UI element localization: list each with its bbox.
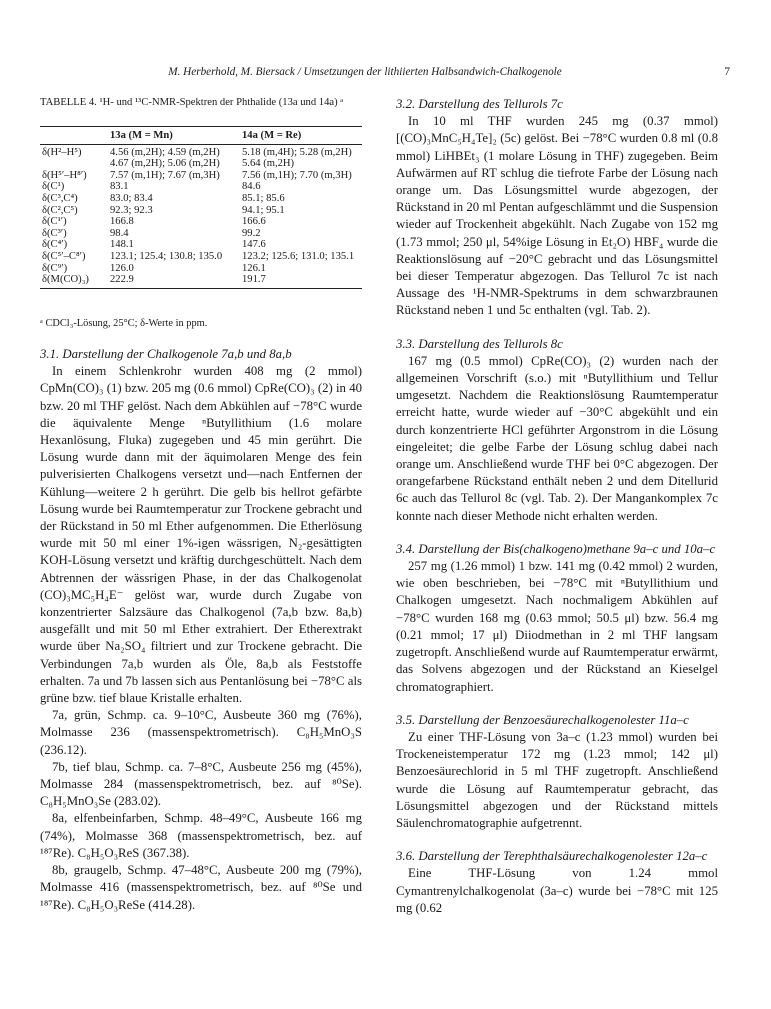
table-cell: 84.6 xyxy=(242,181,261,193)
table-header-cell: 14a (M = Re) xyxy=(242,130,302,141)
table-cell: 99.2 xyxy=(242,227,261,239)
table-cell: 85.1; 85.6 xyxy=(242,192,285,204)
table-row xyxy=(40,205,362,217)
table-cell: δ(H²–H⁵) xyxy=(42,146,82,158)
table-row xyxy=(40,193,362,205)
table-cell: δ(H⁵′–H⁸′) xyxy=(42,169,87,181)
page-number: 7 xyxy=(724,66,730,78)
nmr-table xyxy=(40,126,362,289)
paragraph: 7b, tief blau, Schmp. ca. 7–8°C, Ausbeute 256 mg (45%), Molmasse 284 (massenspektrometrisch, bez. auf ⁸⁰Se). C₈H₅MnO₃Se (283.02). xyxy=(40,759,362,809)
table-cell: δ(C¹) xyxy=(42,181,65,193)
table-caption: TABELLE 4. ¹H- und ¹³C-NMR-Spektren der Phthalide (13a und 14a) ᵃ xyxy=(40,97,344,108)
table-cell: δ(M(CO)₃) xyxy=(42,274,89,286)
paragraph: In 10 ml THF wurden 245 mg (0.37 mmol) [(CO)₃MnC₅H₄Te]₂ (5c) gelöst. Bei −78°C wurden 0.8 ml (0.8 mmol) LiHBEt₃ (1 molare Lösung in THF) zugegeben. Beim Aufwärmen auf RT schlug die tiefrote Farbe der Lösung nach orange um. Das Lösungsmittel wurde abgezogen, der Rückstand in 20 ml Pentan aufgeschlämmt und die Suspension wieder auf Trockenheit abgekühlt. Nach Zugabe von 152 mg (1.73 mmol; 250 μl, 54%ige Lösung in Et₂O) HBF₄ wurde die Reaktionslösung auf −20°C gebracht und das Lösungsmittel bei dieser Temperatur abgezogen. Das Tellurol 7c ist nach Aussage des ¹H-NMR-Spektrums in dem schwarzbraunen Rückstand neben 1 und 5c enthalten (vgl. Tab. 2). xyxy=(396,114,719,318)
table-cell: 4.67 (m,2H); 5.06 (m,2H) xyxy=(110,158,220,170)
paragraph: 8a, elfenbeinfarben, Schmp. 48–49°C, Ausbeute 166 mg (74%), Molmasse 368 (massenspektrometrisch, bez. auf ¹⁸⁷Re). C₈H₅O₃ReS (367.38). xyxy=(40,811,362,860)
section-title: 3.1. Darstellung der Chalkogenole 7a,b und 8a,b xyxy=(40,347,292,361)
table-cell: δ(C⁴′) xyxy=(42,239,68,251)
table-cell: 166.6 xyxy=(242,216,266,228)
paragraph: In einem Schlenkrohr wurden 408 mg (2 mmol) CpMn(CO)₃ (1) bzw. 205 mg (0.6 mmol) CpRe(CO)₃ (2) in 40 bzw. 20 ml THF gelöst. Nach dem Abkühlen auf −78°C wurde die äquivalente Menge ⁿButyllithium (1.6 molare Hexanlösung, Fluka) zugegeben und 45 min gerührt. Die Lösung wurde dann mit der äquimolaren Menge des fein pulverisierten Chalkogens versetzt und—nach Entfernen der Kühlung—weitere 2 h gerührt. Die gelb bis hellrot gefärbte Lösung wurde bei Raumtemperatur zur Trockene gebracht und der Rückstand in 50 ml Ether aufgenommen. Die Etherlösung wurde mit 50 ml einer 1%-igen wässrigen, N₂-gesättigten KOH-Lösung versetzt und kräftig durchgeschüttelt. Nach dem Abtrennen der wässrigen Phase, in der das Chalkogenolat (CO)₃MC₅H₄E⁻ gelöst war, wurde durch Zugabe von konzentrierter Salzsäure das Chalkogenol (7a,b bzw. 8a,b) ausgefällt und mit 50 ml Ether extrahiert. Der Etherextrakt wurde über Na₂SO₄ filtriert und zur Trockene gebracht. Die Verbindungen 7a,b wurden als Öle, 8a,b als Feststoffe erhalten. 7a und 7b lassen sich aus Pentanlösung bei −78°C als grüne bzw. tief blaue Kristalle erhalten. xyxy=(40,364,362,706)
paragraph: 8b, graugelb, Schmp. 47–48°C, Ausbeute 200 mg (79%), Molmasse 416 (massenspektrometrisch, bez. auf ⁸⁰Se und ¹⁸⁷Re). C₈H₅O₃ReSe (414.28). xyxy=(40,863,362,912)
table-cell: 191.7 xyxy=(242,274,266,286)
table-cell: δ(C²,C⁵) xyxy=(42,204,78,216)
table-row xyxy=(40,228,362,240)
paragraph: 7a, grün, Schmp. ca. 9–10°C, Ausbeute 360 mg (76%), Molmasse 236 (massenspektrometrisch). C₈H₅MnO₃S (236.12). xyxy=(40,708,362,757)
table-row xyxy=(40,263,362,275)
table-cell: 166.8 xyxy=(110,216,134,228)
table-cell: 83.0; 83.4 xyxy=(110,192,153,204)
table-header-cell xyxy=(40,127,108,145)
table-cell: δ(C³,C⁴) xyxy=(42,192,78,204)
table-cell: 5.64 (m,2H) xyxy=(242,158,295,170)
table-cell: δ(C³′) xyxy=(42,227,67,239)
section-title: 3.5. Darstellung der Benzoesäurechalkogenolester 11a–c xyxy=(396,712,689,727)
table-cell: 7.57 (m,1H); 7.67 (m,3H) xyxy=(110,169,220,181)
table-header-cell: 13a (M = Mn) xyxy=(110,130,173,141)
table-cell: 123.2; 125.6; 131.0; 135.1 xyxy=(242,250,355,262)
section-title: 3.4. Darstellung der Bis(chalkogeno)methane 9a–c und 10a–c xyxy=(396,541,716,556)
paragraph: Zu einer THF-Lösung von 3a–c (1.23 mmol) wurden bei Trockeneistemperatur 172 mg (1.23 mmol; 142 μl) Benzoesäurechlorid in 5 ml THF zugetropft. Anschließend wurde die Lösung auf Raumtemperatur gebracht, das Lösungsmittel abgezogen und der Rückstand mittels Säulenchromatographie aufgetrennt. xyxy=(396,729,718,830)
table-cell: 7.56 (m,1H); 7.70 (m,3H) xyxy=(242,169,352,181)
table-cell: 98.4 xyxy=(110,227,129,239)
table-cell xyxy=(40,158,108,170)
table-cell: 83.1 xyxy=(110,181,129,193)
table-cell: 123.1; 125.4; 130.8; 135.0 xyxy=(110,250,223,262)
table-row xyxy=(40,274,362,288)
running-header xyxy=(40,66,730,82)
table-row xyxy=(40,144,362,158)
section-title: 3.2. Darstellung des Tellurols 7c xyxy=(396,97,563,111)
section-title: 3.3. Darstellung des Tellurols 8c xyxy=(396,336,563,351)
table-header-row xyxy=(40,127,362,145)
table-cell: 148.1 xyxy=(110,239,134,251)
table-cell: 126.1 xyxy=(242,262,266,274)
table-cell: 94.1; 95.1 xyxy=(242,204,285,216)
table-row xyxy=(40,216,362,228)
table-cell: 92.3; 92.3 xyxy=(110,204,153,216)
table-row xyxy=(40,251,362,263)
table-cell: 5.18 (m,4H); 5.28 (m,2H) xyxy=(242,146,352,158)
table-cell: δ(C¹′) xyxy=(42,216,67,228)
running-title: M. Herberhold, M. Biersack / Umsetzungen der lithiierten Halbsandwich-Chalkogenole xyxy=(168,66,562,78)
table-cell: 126.0 xyxy=(110,262,134,274)
table-cell: 4.56 (m,2H); 4.59 (m,2H) xyxy=(110,146,220,158)
table-row xyxy=(40,239,362,251)
table-footnote: ᵃ CDCl₃-Lösung, 25°C; δ-Werte in ppm. xyxy=(40,318,208,329)
right-column xyxy=(396,96,718,917)
table-cell: 147.6 xyxy=(242,239,266,251)
table-cell: δ(C⁵′–C⁸′) xyxy=(42,250,86,262)
left-column xyxy=(40,346,362,914)
paragraph: 257 mg (1.26 mmol) 1 bzw. 141 mg (0.42 mmol) 2 wurden, wie oben beschrieben, bei −78°C mit ⁿButyllithium und Chalkogen umgesetzt. Nach nochmaligem Abkühlen auf −78°C wurden 168 mg (0.63 mmol; 50.5 μl) bzw. 56.4 mg (0.21 mmol; 17 μl) Diiodmethan in 2 ml THF langsam zugetropft. Anschließend wurde auf Raumtemperatur erwärmt, das Solvens abgezogen und der Rückstand an Kieselgel chromatographiert. xyxy=(396,559,718,694)
paragraph: 167 mg (0.5 mmol) CpRe(CO)₃ (2) wurden nach der allgemeinen Vorschrift (s.o.) mit ⁿButyllithium und Tellur umgesetzt. Nachdem die Reaktionslösung Raumtemperatur erreicht hatte, wurde wieder auf −30°C abgekühlt und ein durch konzentrierte HCl geführter Argonstrom in die Lösung eingeleitet; die gelbe Farbe der Lösung schlug dabei nach orange um. Anschließend wurde THF bei 0°C abgezogen. Der orangefarbene Rückstand enthält neben 2 und dem Ditellurid 6c auch das Tellurol 8c (vgl. Tab. 2). Der Mangankomplex 7c konnte nach dieser Methode nicht erhalten werden. xyxy=(396,353,718,523)
table-row xyxy=(40,181,362,193)
paragraph: Eine THF-Lösung von 1.24 mmol Cymantrenylchalkogenolat (3a–c) wurde bei −78°C mit 125 mg (0.62 xyxy=(396,866,718,915)
table-row xyxy=(40,170,362,182)
table-row xyxy=(40,158,362,170)
table-cell: δ(C⁹′) xyxy=(42,262,68,274)
section-title: 3.6. Darstellung der Terephthalsäurechalkogenolester 12a–c xyxy=(396,849,708,864)
table-cell: 222.9 xyxy=(110,274,134,286)
